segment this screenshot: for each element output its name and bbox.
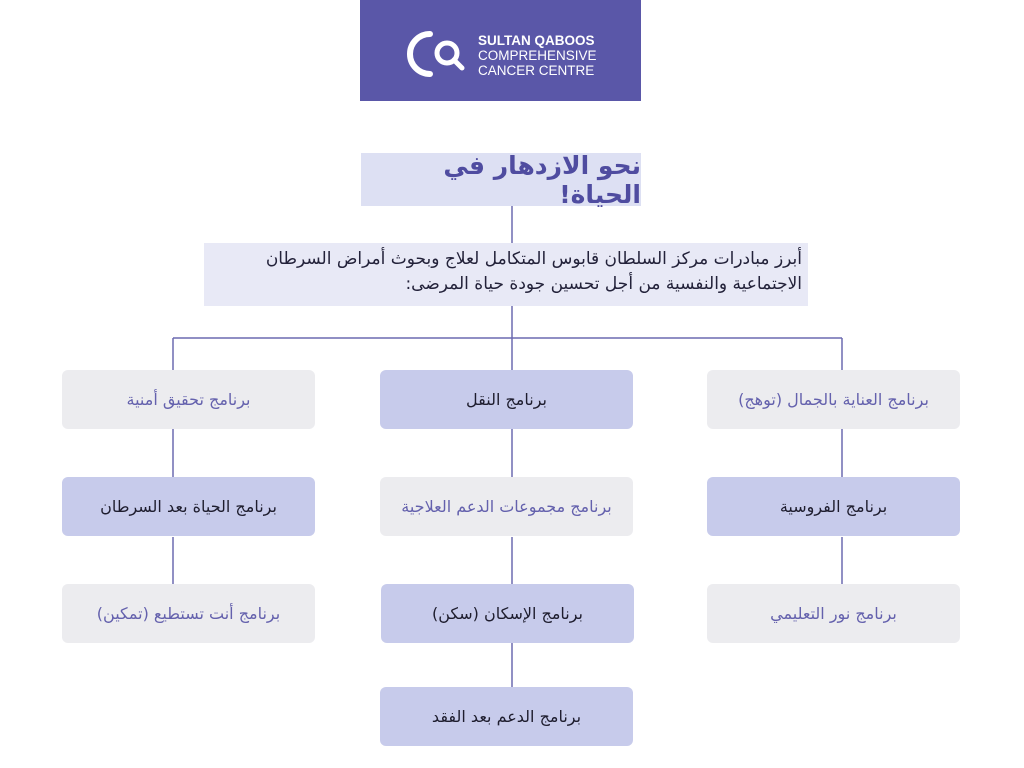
diagram-title: نحو الازدهار في الحياة! <box>361 153 641 206</box>
logo-line-2: COMPREHENSIVE <box>478 48 597 63</box>
logo-line-3: CANCER CENTRE <box>478 63 595 78</box>
program-support-groups: برنامج مجموعات الدعم العلاجية <box>380 477 633 536</box>
program-wish-fulfillment: برنامج تحقيق أمنية <box>62 370 315 429</box>
program-housing-sakan: برنامج الإسكان (سكن) <box>381 584 634 643</box>
logo-line-1: SULTAN QABOOS <box>478 33 595 48</box>
program-transport: برنامج النقل <box>380 370 633 429</box>
program-equestrian: برنامج الفروسية <box>707 477 960 536</box>
program-beauty-care-tawahhuj: برنامج العناية بالجمال (توهج) <box>707 370 960 429</box>
program-you-can-tamkeen: برنامج أنت تستطيع (تمكين) <box>62 584 315 643</box>
intro-text: أبرز مبادرات مركز السلطان قابوس المتكامل لعلاج وبحوث أمراض السرطان الاجتماعية والنفسية من أجل تحسين جودة حياة المرضى: <box>204 243 808 306</box>
program-life-after-cancer: برنامج الحياة بعد السرطان <box>62 477 315 536</box>
program-noor-educational: برنامج نور التعليمي <box>707 584 960 643</box>
program-bereavement-support: برنامج الدعم بعد الفقد <box>380 687 633 746</box>
